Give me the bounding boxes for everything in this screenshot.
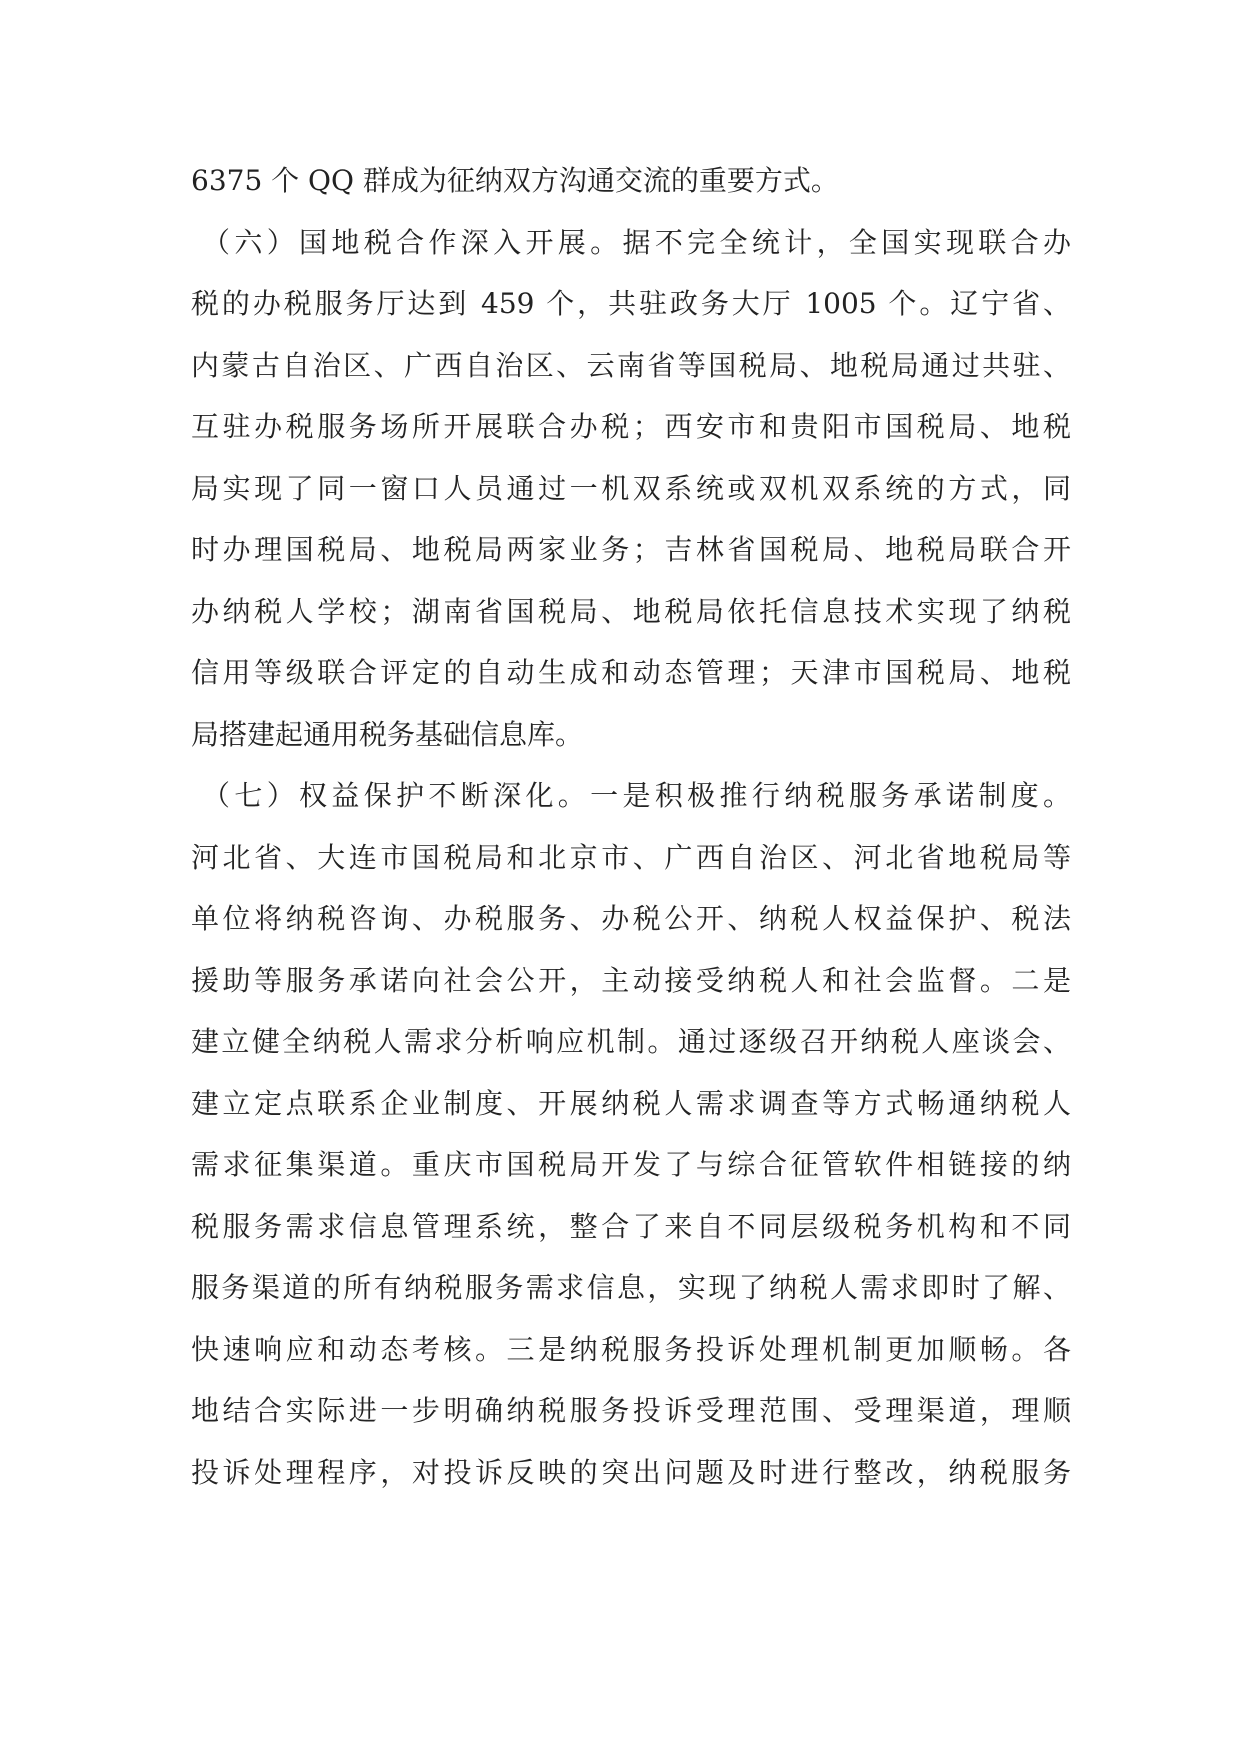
- text-line: 内蒙古自治区、广西自治区、云南省等国税局、地税局通过共驻、: [191, 348, 1071, 382]
- text-line: 办纳税人学校；湖南省国税局、地税局依托信息技术实现了纳税: [191, 594, 1071, 628]
- text-line: 局搭建起通用税务基础信息库。: [191, 717, 584, 751]
- body-text: [191, 150, 1071, 1503]
- text-line: 投诉处理程序，对投诉反映的突出问题及时进行整改，纳税服务: [191, 1455, 1071, 1489]
- text-line: 局实现了同一窗口人员通过一机双系统或双机双系统的方式，同: [191, 471, 1071, 505]
- text-line: 地结合实际进一步明确纳税服务投诉受理范围、受理渠道，理顺: [191, 1394, 1071, 1427]
- text-line: 税服务需求信息管理系统，整合了来自不同层级税务机构和不同: [191, 1209, 1071, 1243]
- text-line: 互驻办税服务场所开展联合办税；西安市和贵阳市国税局、地税: [191, 410, 1071, 443]
- text-line: 建立定点联系企业制度、开展纳税人需求调查等方式畅通纳税人: [191, 1086, 1071, 1120]
- text-line: 需求征集渠道。重庆市国税局开发了与综合征管软件相链接的纳: [191, 1148, 1071, 1181]
- text-line: 援助等服务承诺向社会公开，主动接受纳税人和社会监督。二是: [191, 963, 1071, 997]
- section-heading-line: （七）权益保护不断深化。一是积极推行纳税服务承诺制度。: [202, 779, 1071, 812]
- text-line: 税的办税服务厅达到 459 个，共驻政务大厅 1005 个。辽宁省、: [191, 287, 1071, 320]
- text-line: 快速响应和动态考核。三是纳税服务投诉处理机制更加顺畅。各: [191, 1332, 1071, 1366]
- text-line: 建立健全纳税人需求分析响应机制。通过逐级召开纳税人座谈会、: [191, 1025, 1071, 1058]
- text-line: 服务渠道的所有纳税服务需求信息，实现了纳税人需求即时了解、: [191, 1271, 1071, 1304]
- section-heading-line: （六）国地税合作深入开展。据不完全统计，全国实现联合办: [202, 225, 1071, 259]
- text-line: 信用等级联合评定的自动生成和动态管理；天津市国税局、地税: [191, 656, 1071, 689]
- text-line: 时办理国税局、地税局两家业务；吉林省国税局、地税局联合开: [191, 533, 1071, 566]
- text-line: 6375 个 QQ 群成为征纳双方沟通交流的重要方式。: [191, 164, 839, 197]
- text-line: 单位将纳税咨询、办税服务、办税公开、纳税人权益保护、税法: [191, 902, 1071, 935]
- text-line: 河北省、大连市国税局和北京市、广西自治区、河北省地税局等: [191, 840, 1071, 874]
